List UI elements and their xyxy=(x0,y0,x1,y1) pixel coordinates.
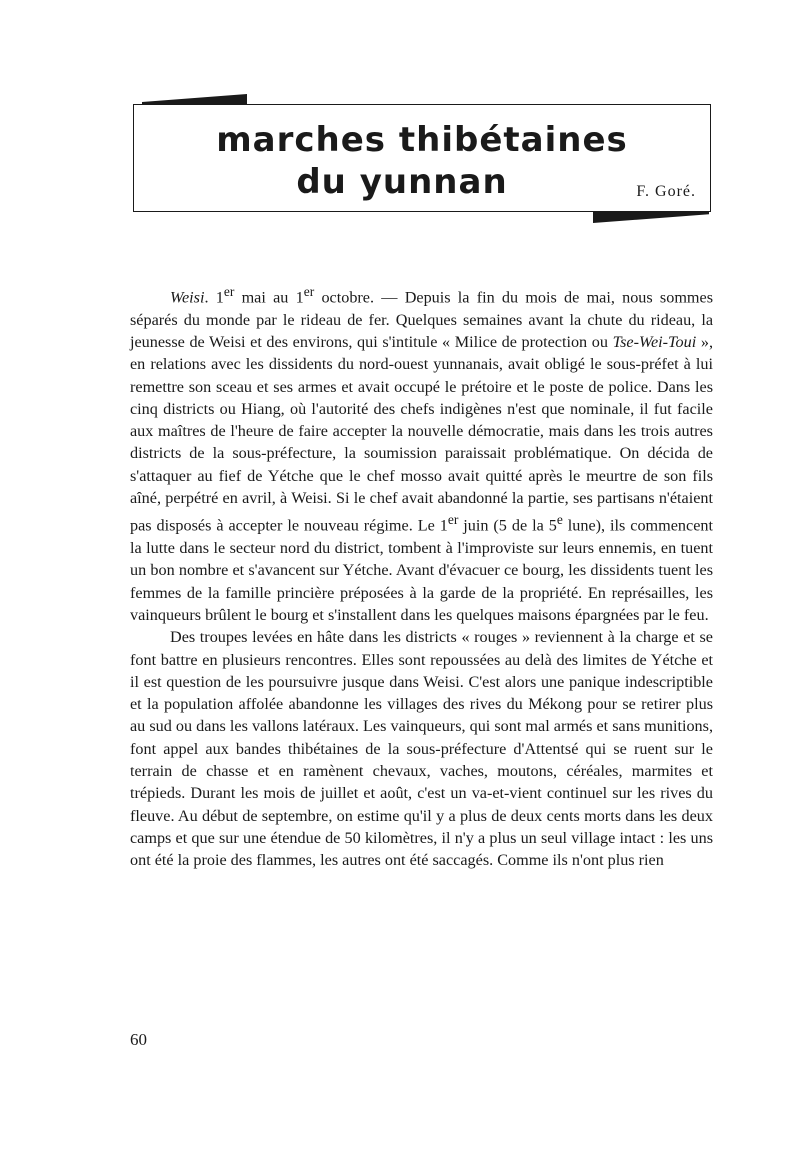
p1-text-c: juin (5 de la 5 xyxy=(458,516,557,535)
ordinal-suffix: er xyxy=(223,284,235,299)
p1-intro: . 1 xyxy=(204,288,224,307)
p1-text-a: octobre. — Depuis la fin du mois de mai, nous sommes séparés du monde par le rideau de fer. Quelques semaines avant la chute du rideau, la jeunesse de Weisi et des environs, qui s'intitule « Milice de protection ou xyxy=(130,288,713,351)
article-body xyxy=(130,281,713,872)
title-ornament-top xyxy=(142,94,247,104)
p1-mid: mai au 1 xyxy=(234,288,304,307)
paragraph-2: Des troupes levées en hâte dans les districts « rouges » reviennent à la charge et se font battre en plusieurs rencontres. Elles sont repoussées au delà des limites de Yétche et il est question de les poursuivre jusque dans Weisi. C'est alors une panique indescriptible et la population affolée abandonne les villages des rives du Mékong pour se retirer plus au sud ou dans les vallons latéraux. Les vainqueurs, qui sont mal armés et sans munitions, font appel aux bandes thibétaines de la sous-préfecture d'Attentsé qui se ruent sur le terrain de chasse et en ramènent chevaux, vaches, moutons, céréales, marmites et trépieds. Durant les mois de juillet et août, c'est un va-et-vient continuel sur les rives du fleuve. Au début de septembre, on estime qu'il y a plus de deux cents morts dans les deux camps et que sur une étendue de 50 kilomètres, il n'y a plus un seul village intact : les uns ont été la proie des flammes, les autres ont été saccagés. Comme ils n'ont plus rien xyxy=(130,628,713,870)
p1-text-d: lune), ils commencent la lutte dans le secteur nord du district, tombent à l'improviste sur leurs ennemis, en tuent un bon nombre et s'avancent sur Yétche. Avant d'évacuer ce bourg, les dissidents tuent les femmes de la famille princière préposées à la garde de la propriété. En représailles, les vainqueurs brûlent le bourg et s'installent dans les quelques maisons épargnées par le feu. xyxy=(130,516,713,624)
militia-name: Tse-Wei-Toui xyxy=(612,332,697,351)
author-name: F. Goré. xyxy=(636,183,696,200)
ordinal-suffix: er xyxy=(303,284,315,299)
ordinal-suffix: er xyxy=(447,512,459,528)
p1-text-b: », en relations avec les dissidents du nord-ouest yunnanais, avait obligé le sous-préfet à lui remettre son sceau et ses armes et avait occupé le prétoire et le poste de police. Dans les cinq districts ou Hiang, où l'autorité des chefs indigènes n'est que nominale, il fut facile aux maîtres de l'heure de faire accepter la nouvelle démocratie, mais dans les trois autres districts de la sous-préfecture, la soumission paraissait problématique. On décida de s'attaquer au fief de Yétche que le chef mosso avait quitté après le meurtre de son fils aîné, perpétré en avril, à Weisi. Si le chef avait abandonné la partie, ses partisans n'étaient pas disposés à accepter le nouveau régime. Le 1 xyxy=(130,332,714,535)
article-title-line-1: marches thibétaines xyxy=(216,120,628,160)
title-ornament-bottom xyxy=(593,212,709,223)
article-title-line-2: du yunnan xyxy=(296,162,508,202)
page-number: 60 xyxy=(130,1030,147,1049)
place-name-weisi: Weisi xyxy=(170,288,205,307)
ordinal-suffix: e xyxy=(556,512,563,528)
paragraph-1 xyxy=(130,281,713,626)
title-box xyxy=(133,104,711,212)
